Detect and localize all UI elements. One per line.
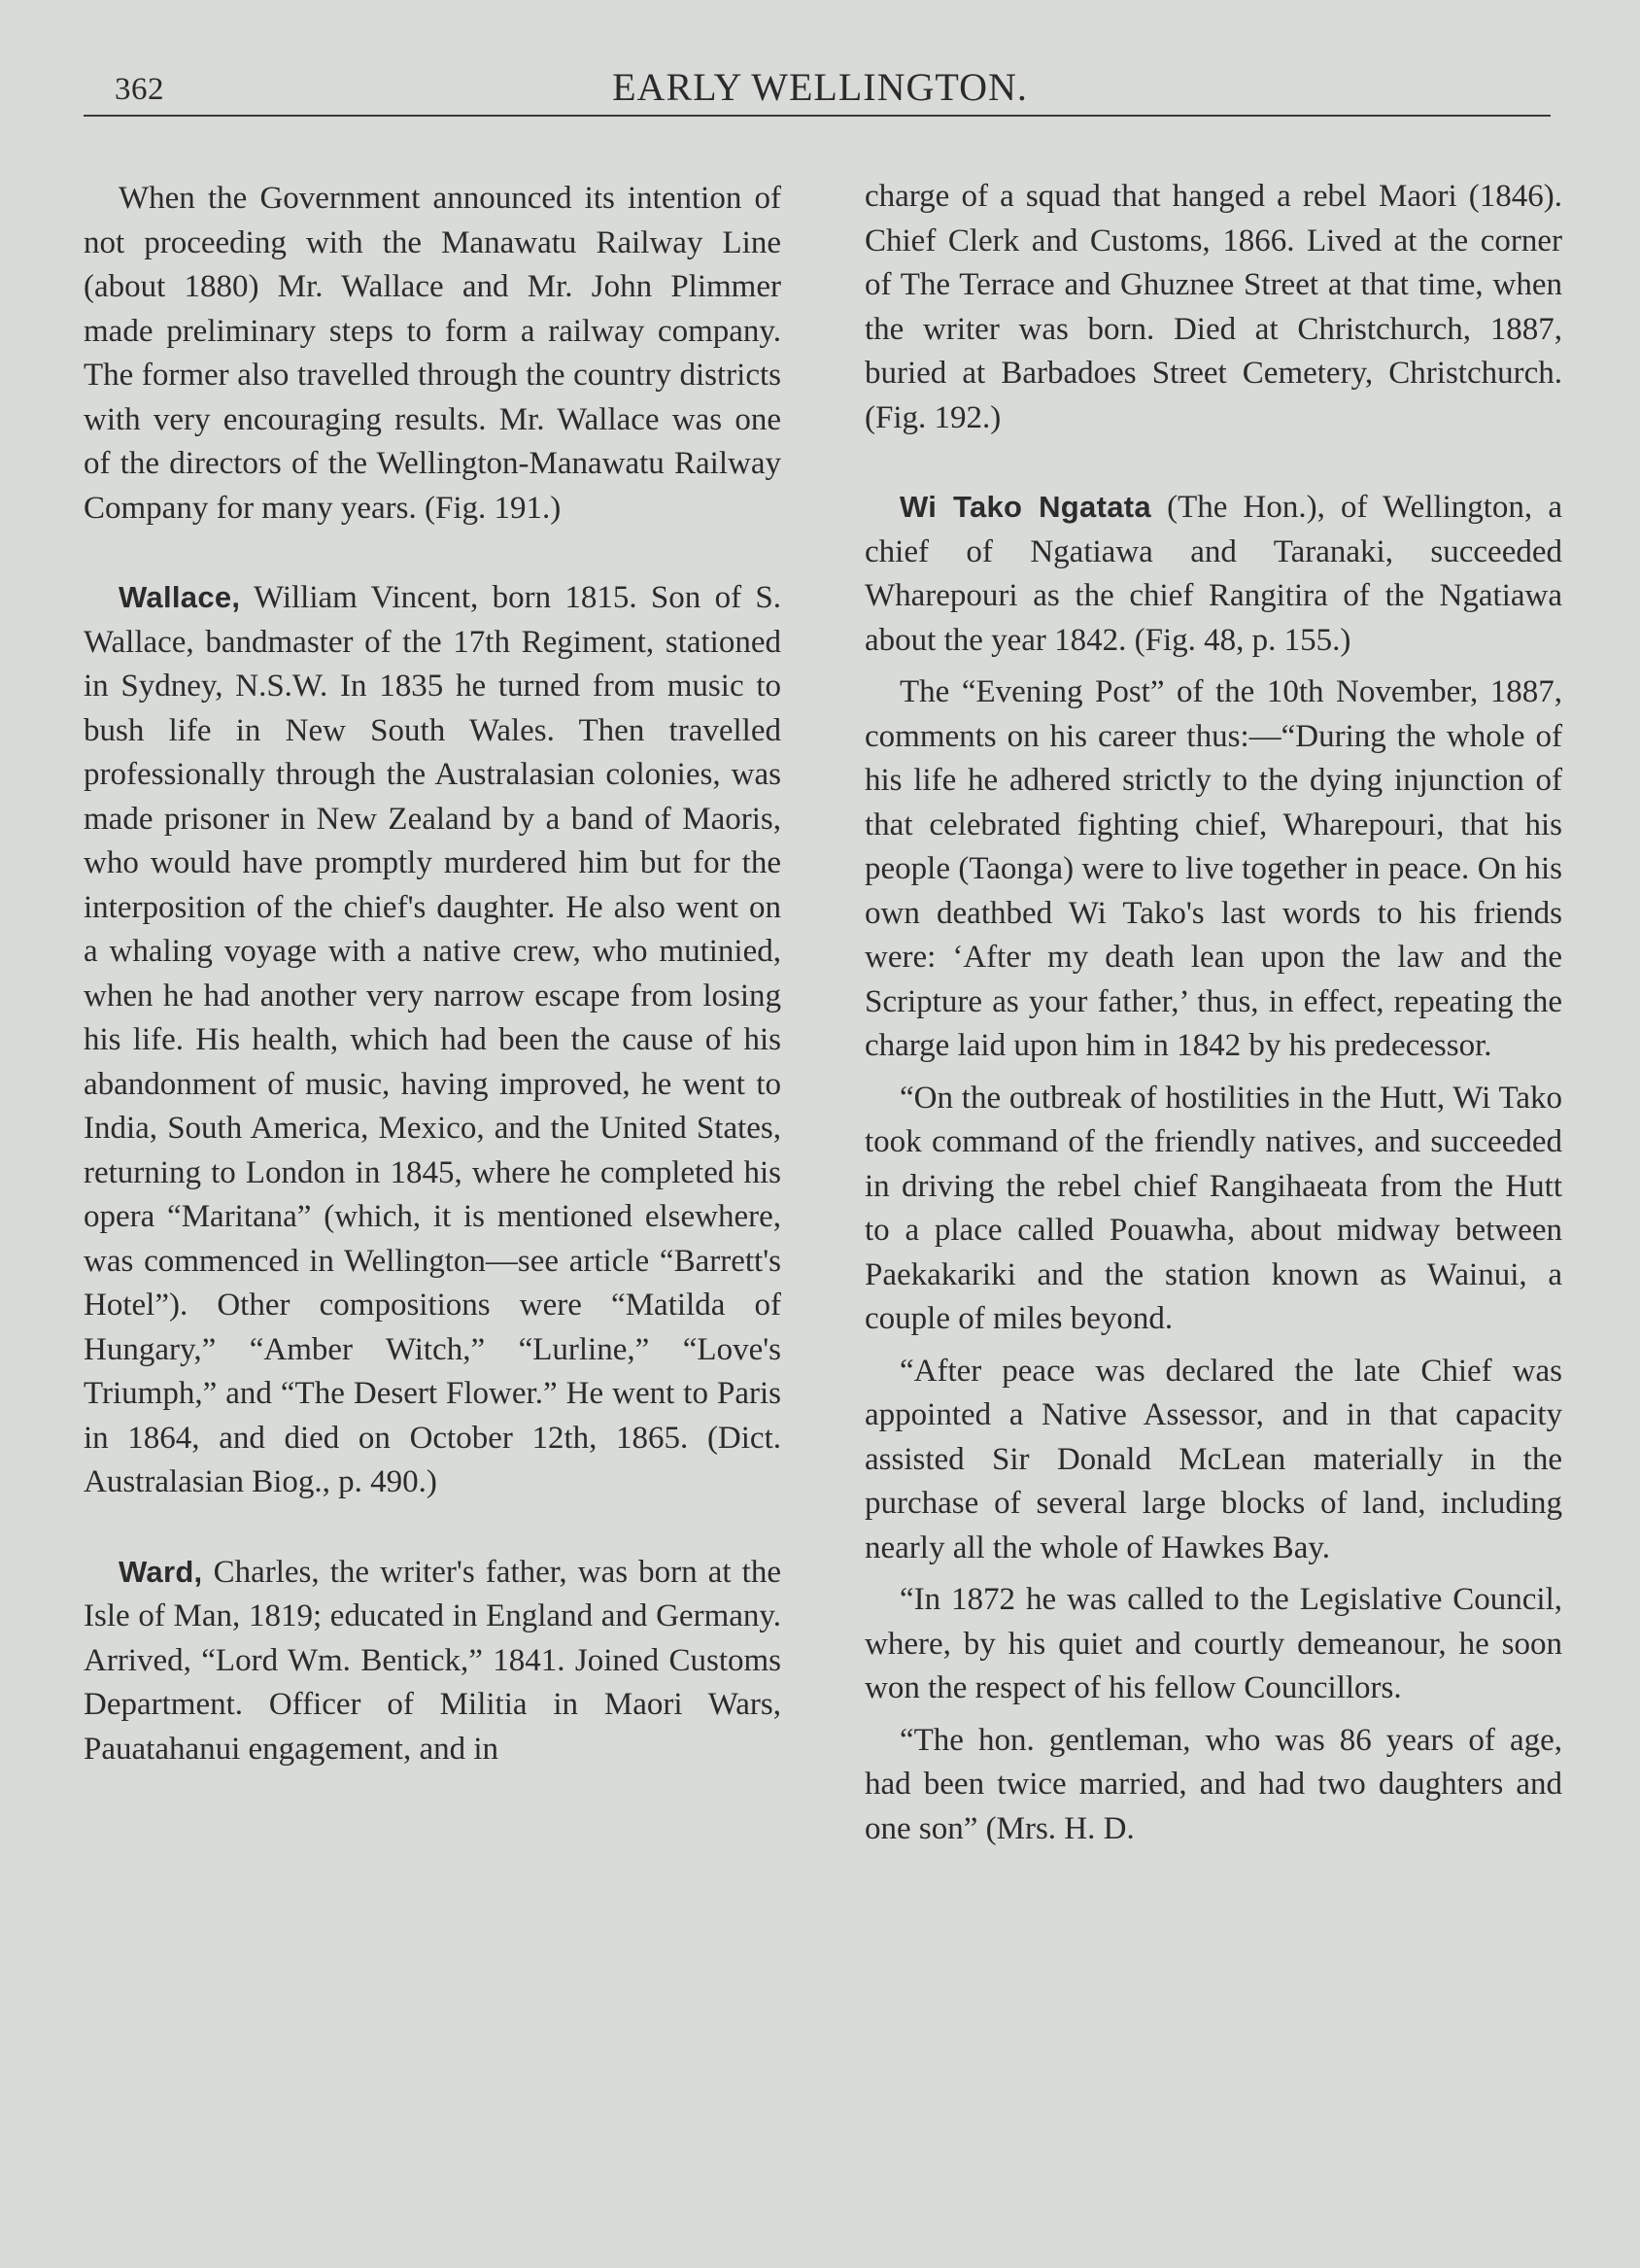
- entry-text-ward: Charles, the writer's father, was born at the Isle of Man, 1819; educated in England and Germany. Arrived, “Lord Wm. Bentick,” 1841. Joined Customs Department. Officer of Militia in Maori Wars, Pauatahanui engagement, and in: [84, 1554, 781, 1767]
- entry-text-wallace: William Vincent, born 1815. Son of S. Wallace, bandmaster of the 17th Regiment, stationed in Sydney, N.S.W. In 1835 he turned from music to bush life in New South Wales. Then travelled professionally through the Australasian colonies, was made prisoner in New Zealand by a band of Maoris, who would have promptly murdered him but for the interposition of the chief's daughter. He also went on a whaling voyage with a native crew, who mutinied, when he had another very narrow escape from losing his life. His health, which had been the cause of his abandonment of music, having improved, he went to India, South America, Mexico, and the United States, returning to London in 1845, where he completed his opera “Maritana” (which, it is mentioned elsewhere, was commenced in Wellington—see article “Barrett's Hotel”). Other compositions were “Matilda of Hungary,” “Amber Witch,” “Lurline,” “Love's Triumph,” and “The Desert Flower.” He went to Paris in 1864, and died on October 12th, 1865. (Dict. Australasian Biog., p. 490.): [84, 580, 781, 1499]
- page-number: 362: [115, 72, 164, 107]
- left-column: [84, 177, 781, 1771]
- paragraph-hon-gentleman: “The hon. gentleman, who was 86 years of age, had been twice married, and had two daughters and one son” (Mrs. H. D.: [865, 1722, 1562, 1846]
- paragraph-manawatu-railway: When the Government announced its intention of not proceeding with the Manawatu Railway Line (about 1880) Mr. Wallace and Mr. John Plimmer made preliminary steps to form a railway company. The former also travelled through the country districts with very encouraging results. Mr. Wallace was one of the directors of the Wellington-Manawatu Railway Company for many years. (Fig. 191.): [84, 181, 781, 526]
- entry-name-ward: Ward,: [119, 1554, 203, 1589]
- entry-text-wi-tako: (The Hon.), of Wellington, a chief of Ngatiawa and Taranaki, succeeded Wharepouri as the chief Rangitira of the Ngatiawa about the year 1842. (Fig. 48, p. 155.): [865, 490, 1563, 658]
- paragraph-evening-post: The “Evening Post” of the 10th November, 1887, comments on his career thus:—“During the whole of his life he adhered strictly to the dying injunction of that celebrated fighting chief, Wharepouri, that his people (Taonga) were to live together in peace. On his own deathbed Wi Tako's last words to his friends were: ‘After my death lean upon the law and the Scripture as your father,’ thus, in effect, repeating the charge laid upon him in 1842 by his predecessor.: [865, 674, 1562, 1063]
- paragraph-after-peace: “After peace was declared the late Chief was appointed a Native Assessor, and in that capacity assisted Sir Donald McLean materially in the purchase of several large blocks of land, including nearly all the whole of Hawkes Bay.: [865, 1353, 1562, 1565]
- running-title: EARLY WELLINGTON.: [612, 65, 1028, 109]
- entry-wi-tako: [865, 485, 1562, 663]
- entry-ward: [84, 1550, 781, 1772]
- header-rule: [84, 115, 1551, 117]
- paragraph-legislative-council: “In 1872 he was called to the Legislative Council, where, by his quiet and courtly demeanour, he soon won the respect of his fellow Councillors.: [865, 1582, 1562, 1705]
- paragraph-outbreak-hutt: “On the outbreak of hostilities in the Hutt, Wi Tako took command of the friendly natives, and succeeded in driving the rebel chief Rangihaeata from the Hutt to a place called Pouawha, about midway between Paekakariki and the station known as Wainui, a couple of miles beyond.: [865, 1080, 1562, 1336]
- entry-name-wi-tako: Wi Tako Ngatata: [900, 490, 1151, 524]
- right-column: [865, 175, 1562, 1851]
- entry-wallace: [84, 575, 781, 1505]
- paragraph-ward-continued: charge of a squad that hanged a rebel Maori (1846). Chief Clerk and Customs, 1866. Lived at the corner of The Terrace and Ghuznee Street at that time, when the writer was born. Died at Christchurch, 1887, buried at Barbadoes Street Cemetery, Christchurch. (Fig. 192.): [865, 179, 1562, 435]
- entry-name-wallace: Wallace,: [119, 580, 241, 614]
